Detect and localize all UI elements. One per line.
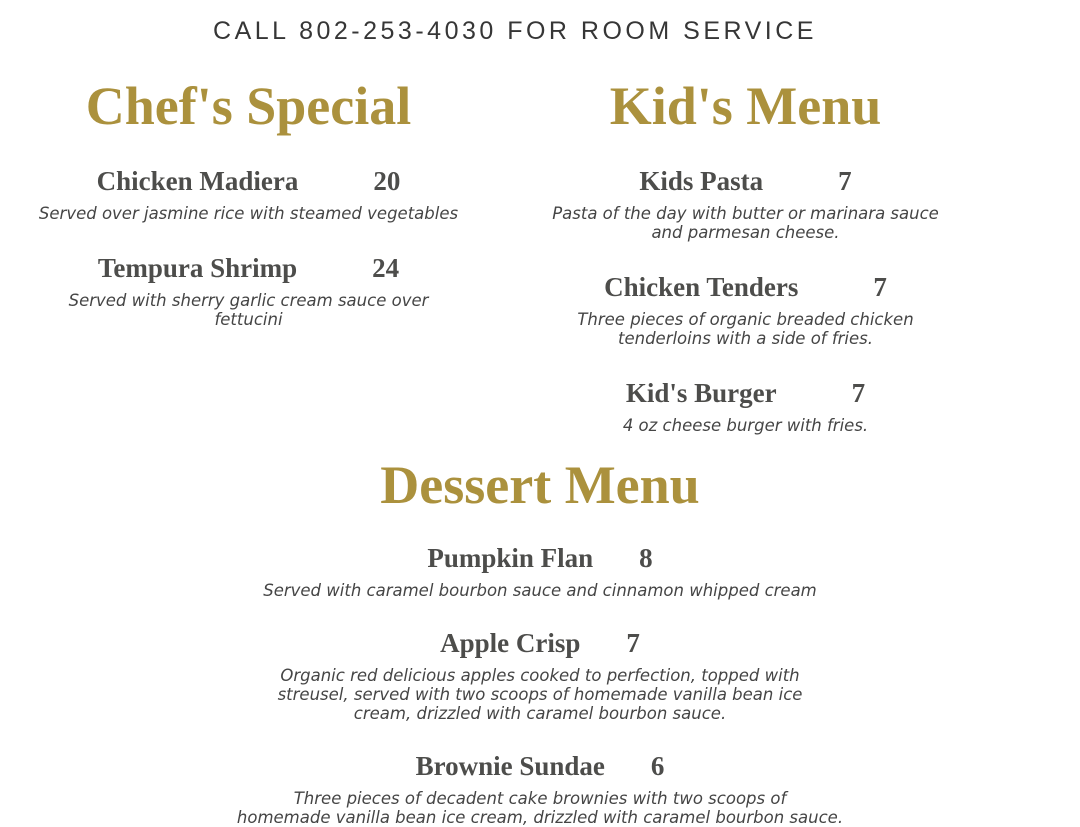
menu-item-apple-crisp: [0, 626, 1080, 723]
item-name: Kid's Burger: [625, 378, 777, 408]
room-service-call-line: CALL 802-253-4030 FOR ROOM SERVICE: [213, 17, 817, 45]
item-description: [0, 581, 1080, 600]
menu-item-chicken-tenders: [497, 270, 994, 348]
item-description: [0, 291, 497, 329]
item-price: 7: [873, 272, 887, 302]
item-description-line: Three pieces of decadent cake brownies with two scoops of: [293, 789, 787, 808]
item-price: 20: [373, 166, 401, 196]
item-price: 24: [372, 253, 400, 283]
item-price: 8: [639, 543, 653, 573]
item-name: Tempura Shrimp: [97, 253, 298, 283]
item-title-line: [0, 251, 497, 285]
item-description: [497, 416, 994, 435]
section-dessert-menu: [0, 455, 1080, 827]
menu-item-chicken-madiera: [0, 164, 497, 223]
item-description-line: Organic red delicious apples cooked to perfection, topped with: [280, 666, 800, 685]
item-title-line: [0, 541, 1080, 575]
item-price: 7: [851, 378, 866, 408]
section-title-chefs-special: Chef's Special: [85, 76, 412, 136]
item-description: [0, 789, 1080, 827]
item-description-line: Served with sherry garlic cream sauce over: [68, 291, 429, 310]
item-title-line: [497, 270, 994, 304]
item-title-line: [497, 376, 994, 410]
item-title-line: [0, 626, 1080, 660]
item-description-line-clipped: homemade vanilla bean ice cream, drizzled with caramel bourbon sauce.: [236, 808, 844, 827]
item-description-line: Served over jasmine rice with steamed vegetables: [38, 204, 459, 223]
item-description-line: Three pieces of organic breaded chicken: [577, 310, 914, 329]
item-price: 7: [626, 628, 640, 658]
item-price: 6: [650, 751, 665, 781]
item-description-line: fettucini: [214, 310, 283, 329]
item-name: Chicken Tenders: [604, 272, 799, 302]
item-description: [0, 204, 497, 223]
item-title-line: [0, 749, 1080, 783]
item-description-line: Served with caramel bourbon sauce and cinnamon whipped cream: [263, 581, 817, 600]
item-description-line: cream, drizzled with caramel bourbon sauce.: [353, 704, 727, 723]
item-name: Chicken Madiera: [96, 166, 299, 196]
menu-item-pumpkin-flan: [0, 541, 1080, 600]
item-title-line: [497, 164, 994, 198]
item-title-line: [0, 164, 497, 198]
menu-page: [0, 16, 1080, 827]
menu-item-kids-pasta: [497, 164, 994, 242]
menu-columns: [0, 76, 994, 435]
item-description-line: and parmesan cheese.: [651, 223, 840, 242]
section-title-kids-menu: Kid's Menu: [609, 76, 882, 136]
item-description: [0, 666, 1080, 723]
item-name: Pumpkin Flan: [427, 543, 594, 573]
item-name: Kids Pasta: [639, 166, 764, 196]
item-price: 7: [838, 166, 852, 196]
item-description: [497, 204, 994, 242]
item-name: Brownie Sundae: [415, 751, 605, 781]
item-description-line: 4 oz cheese burger with fries.: [622, 416, 869, 435]
section-title-dessert-menu: Dessert Menu: [380, 455, 700, 515]
item-name: Apple Crisp: [440, 628, 581, 658]
item-description-line: streusel, served with two scoops of homemade vanilla bean ice: [277, 685, 803, 704]
item-description-line: tenderloins with a side of fries.: [617, 329, 874, 348]
menu-item-kids-burger: [497, 376, 994, 435]
item-description: [497, 310, 994, 348]
menu-item-brownie-sundae: [0, 749, 1080, 827]
section-kids-menu: [497, 76, 994, 435]
item-description-line: Pasta of the day with butter or marinara sauce: [552, 204, 939, 223]
menu-item-tempura-shrimp: [0, 251, 497, 329]
section-chefs-special: [0, 76, 497, 435]
